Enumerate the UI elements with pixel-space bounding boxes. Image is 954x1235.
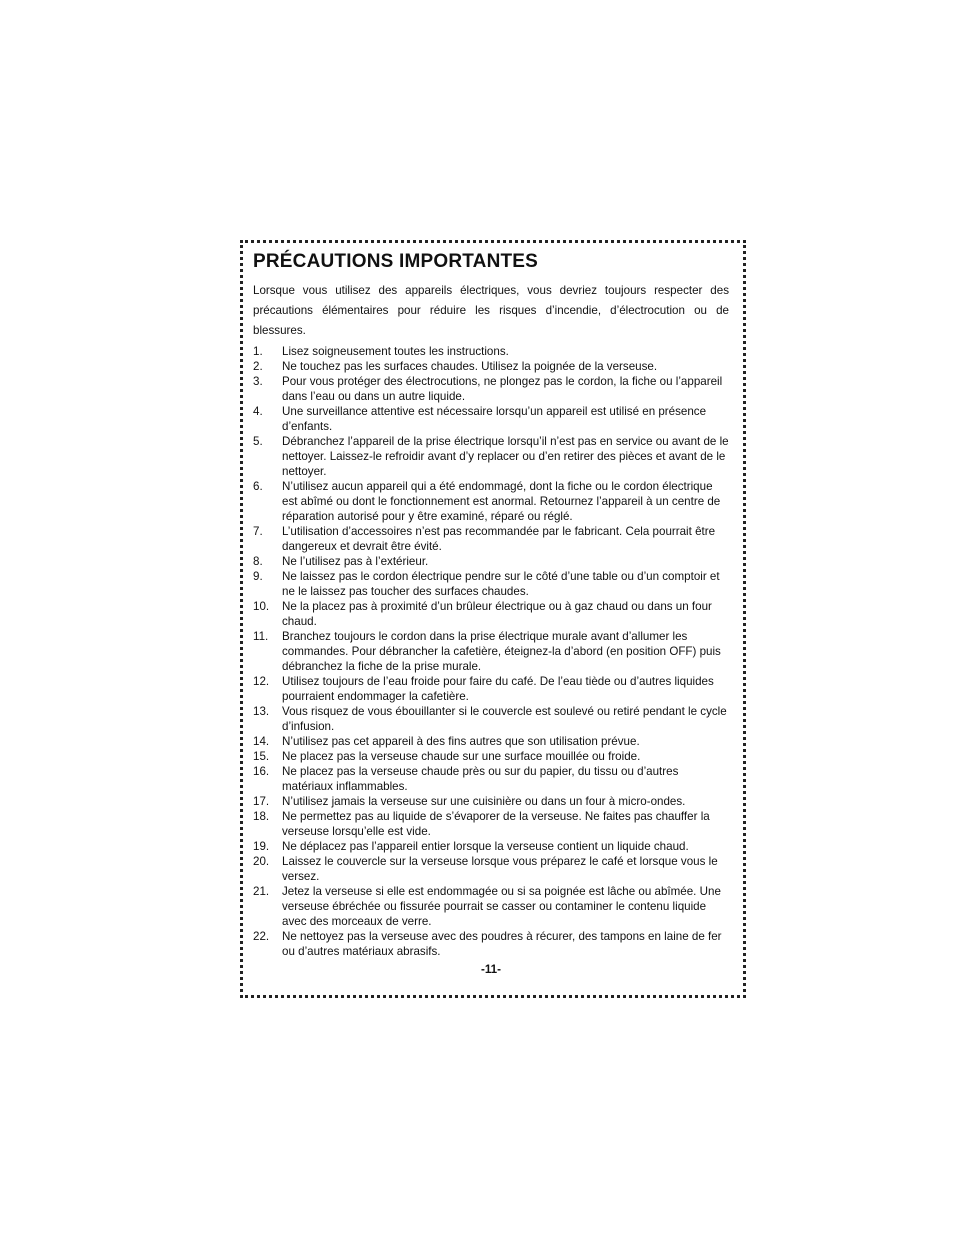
- item-number: 11.: [253, 630, 269, 643]
- list-item: [253, 929, 729, 959]
- item-number: 12.: [253, 675, 270, 688]
- item-text: Utilisez toujours de l’eau froide pour faire du café. De l’eau tiède ou d’autres liquides pourraient endommager la cafetière.: [282, 675, 714, 703]
- list-item: [253, 794, 729, 809]
- list-item: [253, 704, 729, 734]
- list-item: [253, 374, 729, 404]
- item-text: Ne placez pas la verseuse chaude sur une surface mouillée ou froide.: [282, 750, 641, 763]
- list-item: [253, 524, 729, 554]
- list-item: [253, 629, 729, 674]
- list-item: [253, 749, 729, 764]
- item-text: Ne la placez pas à proximité d’un brûleur électrique ou à gaz chaud ou dans un four chaud.: [282, 600, 712, 628]
- list-item: [253, 884, 729, 929]
- item-text: Ne laissez pas le cordon électrique pendre sur le côté d’une table ou d’un comptoir et ne le laissez pas toucher des surfaces chaudes.: [282, 570, 720, 598]
- item-number: 17.: [253, 795, 270, 808]
- intro-paragraph: Lorsque vous utilisez des appareils électriques, vous devriez toujours respecter des précautions élémentaires pour réduire les risques d’incendie, d’électrocution ou de blessures.: [253, 284, 729, 337]
- list-item: [253, 434, 729, 479]
- item-text: Ne permettez pas au liquide de s’évaporer de la verseuse. Ne faites pas chauffer la verseuse lorsqu’elle est vide.: [282, 810, 710, 838]
- list-item: [253, 854, 729, 884]
- item-number: 20.: [253, 855, 270, 868]
- list-item: [253, 599, 729, 629]
- item-number: 14.: [253, 735, 270, 748]
- list-item: [253, 734, 729, 749]
- item-text: Pour vous protéger des électrocutions, ne plongez pas le cordon, la fiche ou l’appareil dans l’eau ou dans un autre liquide.: [282, 375, 723, 403]
- item-text: Branchez toujours le cordon dans la prise électrique murale avant d’allumer les commandes. Pour débrancher la cafetière, éteignez-la d’abord (en position OFF) puis débranchez la fiche de la prise murale.: [282, 630, 721, 673]
- item-number: 3.: [253, 375, 263, 388]
- list-item: [253, 479, 729, 524]
- item-number: 18.: [253, 810, 270, 823]
- item-text: N’utilisez pas cet appareil à des fins autres que son utilisation prévue.: [282, 735, 640, 748]
- item-text: Débranchez l’appareil de la prise électrique lorsqu’il n’est pas en service ou avant de le nettoyer. Laissez-le refroidir avant d’y replacer ou d’en retirer des pièces et avant de le nettoyer.: [282, 435, 729, 478]
- list-item: [253, 569, 729, 599]
- item-number: 21.: [253, 885, 270, 898]
- item-number: 8.: [253, 555, 263, 568]
- item-number: 6.: [253, 480, 263, 493]
- item-text: Ne nettoyez pas la verseuse avec des poudres à récurer, des tampons en laine de fer ou d’autres matériaux abrasifs.: [282, 930, 722, 958]
- item-text: Ne déplacez pas l’appareil entier lorsque la verseuse contient un liquide chaud.: [282, 840, 689, 853]
- item-number: 10.: [253, 600, 270, 613]
- item-text: Jetez la verseuse si elle est endommagée ou si sa poignée est lâche ou abîmée. Une verseuse ébréchée ou fissurée pourrait se casser ou contaminer le contenu liquide avec des morceaux de verre.: [282, 885, 721, 928]
- list-item: [253, 404, 729, 434]
- item-number: 7.: [253, 525, 263, 538]
- item-text: Ne touchez pas les surfaces chaudes. Utilisez la poignée de la verseuse.: [282, 360, 658, 373]
- precautions-list: [253, 344, 729, 959]
- item-text: Lisez soigneusement toutes les instructions.: [282, 345, 509, 358]
- item-number: 16.: [253, 765, 270, 778]
- item-text: L’utilisation d’accessoires n’est pas recommandée par le fabricant. Cela pourrait être dangereux et devrait être évité.: [282, 525, 716, 553]
- list-item: [253, 344, 729, 359]
- list-item: [253, 764, 729, 794]
- item-number: 22.: [253, 930, 270, 943]
- page-title: PRÉCAUTIONS IMPORTANTES: [253, 251, 539, 272]
- item-number: 15.: [253, 750, 270, 763]
- item-number: 1.: [253, 345, 263, 358]
- item-text: Ne placez pas la verseuse chaude près ou sur du papier, du tissu ou d’autres matériaux inflammables.: [282, 765, 679, 793]
- list-item: [253, 809, 729, 839]
- item-number: 9.: [253, 570, 263, 583]
- list-item: [253, 674, 729, 704]
- page-number: -11-: [481, 963, 501, 976]
- item-text: Une surveillance attentive est nécessaire lorsqu’un appareil est utilisé en présence d’enfants.: [282, 405, 707, 433]
- item-number: 5.: [253, 435, 263, 448]
- item-text: Vous risquez de vous ébouillanter si le couvercle est soulevé ou retiré pendant le cycle d’infusion.: [282, 705, 727, 733]
- list-item: [253, 359, 729, 374]
- item-text: Ne l’utilisez pas à l’extérieur.: [282, 555, 429, 568]
- page-content: [253, 252, 729, 977]
- item-text: N’utilisez aucun appareil qui a été endommagé, dont la fiche ou le cordon électrique est abîmé ou dont le fonctionnement est anormal. Retournez l’appareil à un centre de réparation autorisé pour y être examiné, réparé ou réglé.: [282, 480, 721, 523]
- item-number: 4.: [253, 405, 263, 418]
- item-text: N’utilisez jamais la verseuse sur une cuisinière ou dans un four à micro-ondes.: [282, 795, 686, 808]
- list-item: [253, 554, 729, 569]
- item-number: 2.: [253, 360, 263, 373]
- item-text: Laissez le couvercle sur la verseuse lorsque vous préparez le café et lorsque vous le versez.: [282, 855, 718, 883]
- item-number: 19.: [253, 840, 270, 853]
- list-item: [253, 839, 729, 854]
- item-number: 13.: [253, 705, 270, 718]
